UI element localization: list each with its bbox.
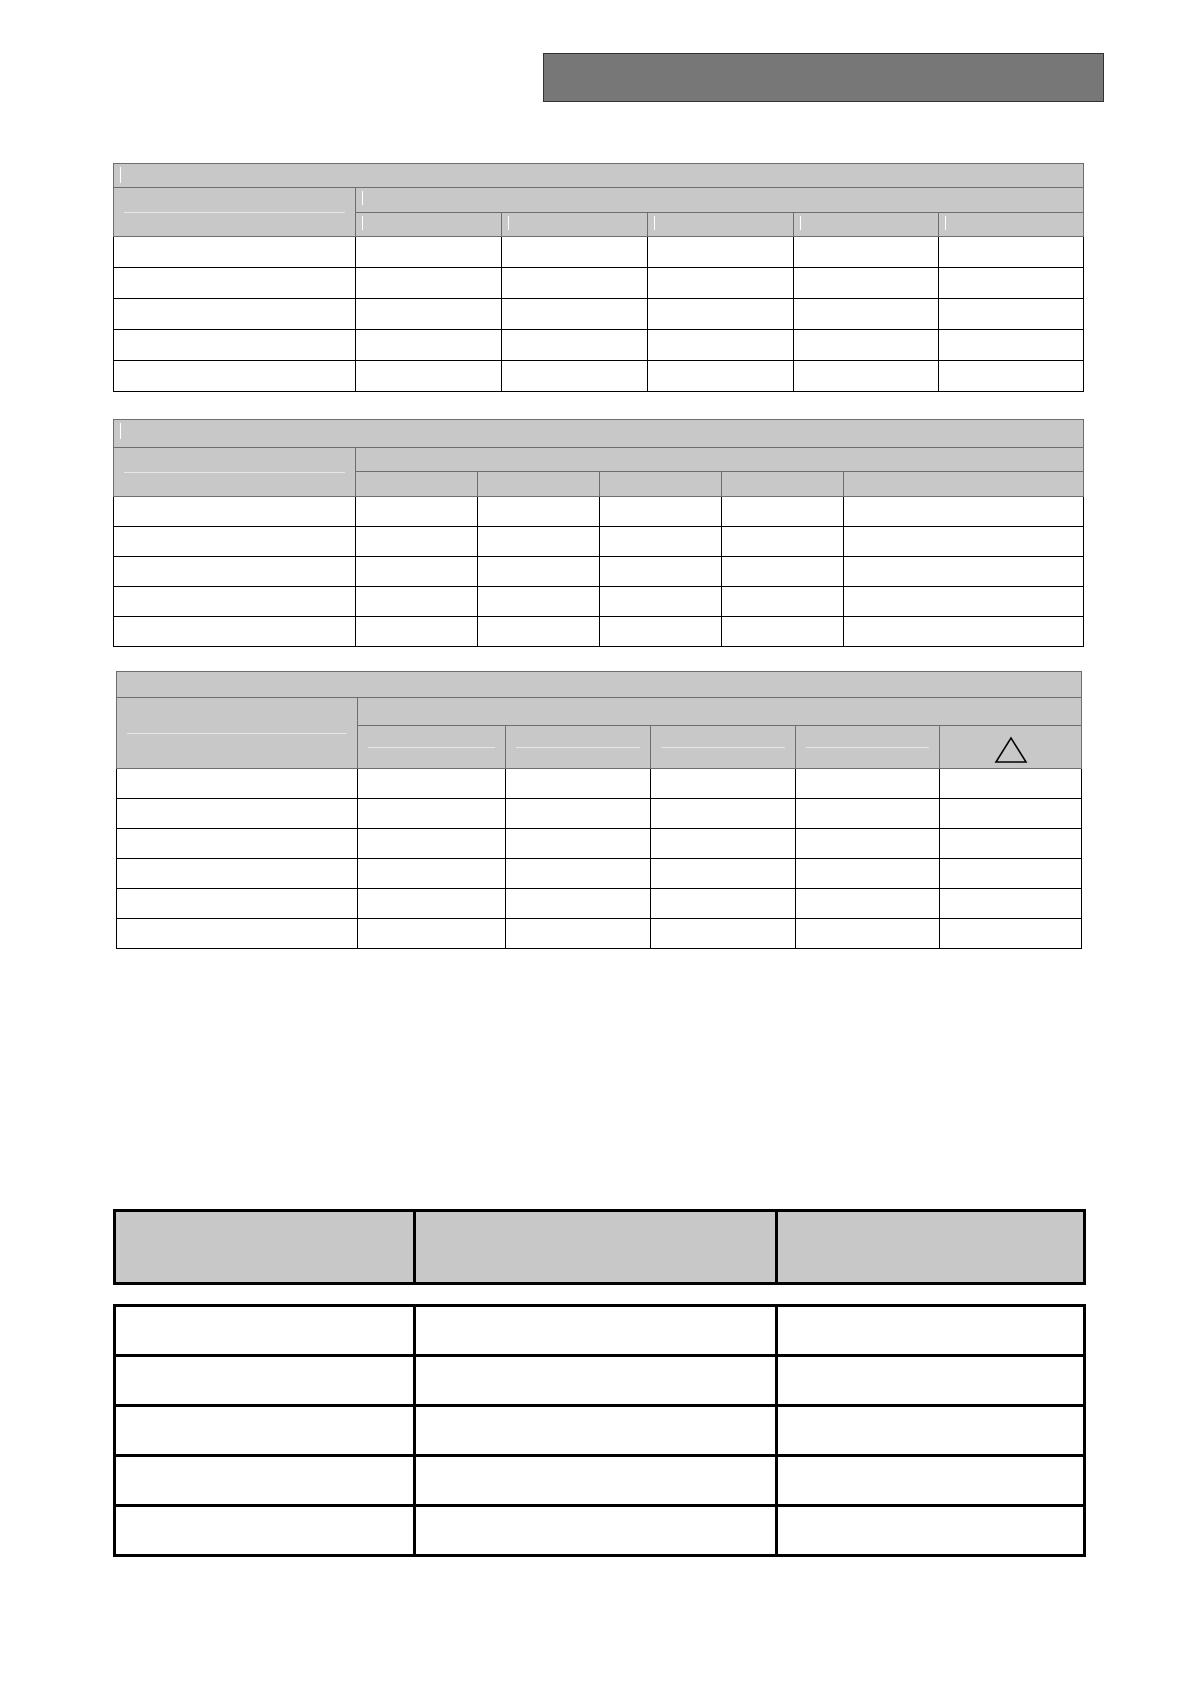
table-cell xyxy=(648,299,794,330)
table-cell xyxy=(506,889,651,919)
table-cell xyxy=(940,769,1082,799)
table-cell xyxy=(648,330,794,361)
table-cell xyxy=(600,617,722,647)
table-cell xyxy=(358,889,506,919)
table-cell xyxy=(117,919,358,949)
table-cell xyxy=(651,859,796,889)
table-row xyxy=(114,237,1084,268)
table-cell xyxy=(796,889,940,919)
table-cell xyxy=(939,330,1084,361)
table-row xyxy=(117,769,1082,799)
table-cell xyxy=(777,1306,1085,1356)
table-cell xyxy=(356,557,478,587)
table-cell xyxy=(115,1456,415,1506)
table-cell xyxy=(648,361,794,392)
table-cell xyxy=(358,829,506,859)
spec-table-2 xyxy=(113,419,1084,647)
table-cell xyxy=(358,799,506,829)
table-cell xyxy=(502,299,648,330)
column-header xyxy=(600,472,722,497)
table-cell xyxy=(415,1506,777,1556)
table-cell xyxy=(117,889,358,919)
column-header xyxy=(478,472,600,497)
summary-header-cell xyxy=(115,1211,415,1284)
column-header xyxy=(356,213,502,237)
table-cell xyxy=(502,361,648,392)
table-row xyxy=(115,1456,1085,1506)
header-bar xyxy=(543,53,1104,102)
table-cell xyxy=(115,1506,415,1556)
table-cell xyxy=(940,919,1082,949)
table-row xyxy=(114,617,1084,647)
table-cell xyxy=(114,587,356,617)
table-cell xyxy=(117,829,358,859)
table-cell xyxy=(722,527,844,557)
table-cell xyxy=(651,769,796,799)
table-cell xyxy=(940,799,1082,829)
table-cell xyxy=(478,587,600,617)
table-cell xyxy=(114,557,356,587)
table-cell xyxy=(796,919,940,949)
table-cell xyxy=(651,889,796,919)
table-row xyxy=(114,268,1084,299)
table-cell xyxy=(415,1456,777,1506)
table-cell xyxy=(506,769,651,799)
table-cell xyxy=(794,299,939,330)
row-header-label xyxy=(114,188,356,237)
table-title xyxy=(114,164,1084,188)
column-group-label xyxy=(356,448,1084,472)
column-header xyxy=(648,213,794,237)
table-cell xyxy=(478,557,600,587)
table-cell xyxy=(648,268,794,299)
row-header-label xyxy=(117,698,358,769)
table-title xyxy=(117,672,1082,698)
table-cell xyxy=(939,299,1084,330)
table-cell xyxy=(722,617,844,647)
table-cell xyxy=(356,527,478,557)
table-cell xyxy=(356,617,478,647)
table-cell xyxy=(114,330,356,361)
table-cell xyxy=(114,268,356,299)
table-cell xyxy=(114,497,356,527)
column-header-warning xyxy=(940,726,1082,769)
table-cell xyxy=(796,769,940,799)
table-cell xyxy=(506,919,651,949)
table-row xyxy=(117,859,1082,889)
table-cell xyxy=(777,1506,1085,1556)
table-row xyxy=(115,1356,1085,1406)
table-row xyxy=(117,799,1082,829)
table-row xyxy=(114,497,1084,527)
table-cell xyxy=(722,557,844,587)
table-cell xyxy=(415,1306,777,1356)
table-cell xyxy=(600,557,722,587)
table-cell xyxy=(940,829,1082,859)
table-cell xyxy=(356,237,502,268)
table-row xyxy=(117,889,1082,919)
table-cell xyxy=(844,497,1084,527)
table-cell xyxy=(844,617,1084,647)
table-cell xyxy=(794,330,939,361)
table-cell xyxy=(115,1306,415,1356)
column-header xyxy=(358,726,506,769)
table-cell xyxy=(478,527,600,557)
table-cell xyxy=(358,919,506,949)
table-cell xyxy=(114,299,356,330)
table-cell xyxy=(115,1406,415,1456)
table-cell xyxy=(114,617,356,647)
table-cell xyxy=(651,829,796,859)
table-cell xyxy=(506,799,651,829)
table-cell xyxy=(796,859,940,889)
table-cell xyxy=(358,769,506,799)
table-cell xyxy=(794,361,939,392)
table-cell xyxy=(796,799,940,829)
table-cell xyxy=(356,497,478,527)
table-cell xyxy=(777,1356,1085,1406)
summary-table-body xyxy=(113,1304,1086,1557)
spec-table-3 xyxy=(116,671,1082,949)
table-cell xyxy=(844,587,1084,617)
table-cell xyxy=(600,587,722,617)
summary-header-cell xyxy=(777,1211,1085,1284)
table-cell xyxy=(794,268,939,299)
column-header xyxy=(939,213,1084,237)
table-cell xyxy=(478,497,600,527)
table-cell xyxy=(502,330,648,361)
table-cell xyxy=(117,799,358,829)
table-cell xyxy=(506,859,651,889)
column-header xyxy=(794,213,939,237)
table-row xyxy=(114,527,1084,557)
table-cell xyxy=(502,237,648,268)
table-cell xyxy=(114,527,356,557)
table-cell xyxy=(356,587,478,617)
table-cell xyxy=(356,299,502,330)
table-row xyxy=(117,919,1082,949)
column-group-label xyxy=(358,698,1082,726)
table-row xyxy=(114,361,1084,392)
table-cell xyxy=(356,268,502,299)
table-cell xyxy=(358,859,506,889)
spec-table-1 xyxy=(113,163,1084,392)
column-header xyxy=(844,472,1084,497)
table-cell xyxy=(651,799,796,829)
table-cell xyxy=(796,829,940,859)
table-cell xyxy=(777,1406,1085,1456)
table-cell xyxy=(794,237,939,268)
row-header-label xyxy=(114,448,356,497)
table-cell xyxy=(939,237,1084,268)
table-cell xyxy=(722,587,844,617)
table-cell xyxy=(114,237,356,268)
table-row xyxy=(117,829,1082,859)
summary-header-cell xyxy=(415,1211,777,1284)
table-cell xyxy=(114,361,356,392)
column-header xyxy=(502,213,648,237)
table-row xyxy=(114,587,1084,617)
table-cell xyxy=(939,361,1084,392)
table-cell xyxy=(600,497,722,527)
table-cell xyxy=(940,889,1082,919)
table-row xyxy=(115,1406,1085,1456)
table-cell xyxy=(940,859,1082,889)
column-group-label xyxy=(356,188,1084,213)
warning-triangle-icon xyxy=(994,736,1028,764)
column-header xyxy=(796,726,940,769)
table-cell xyxy=(478,617,600,647)
column-header xyxy=(722,472,844,497)
table-cell xyxy=(117,769,358,799)
table-row xyxy=(114,330,1084,361)
table-cell xyxy=(502,268,648,299)
column-header xyxy=(506,726,651,769)
table-cell xyxy=(506,829,651,859)
table-cell xyxy=(939,268,1084,299)
table-cell xyxy=(777,1456,1085,1506)
table-cell xyxy=(844,527,1084,557)
table-cell xyxy=(651,919,796,949)
table-cell xyxy=(844,557,1084,587)
summary-table-header xyxy=(113,1209,1086,1285)
table-row xyxy=(115,1306,1085,1356)
table-row xyxy=(114,557,1084,587)
table-cell xyxy=(415,1406,777,1456)
column-header xyxy=(356,472,478,497)
table-cell xyxy=(356,361,502,392)
table-cell xyxy=(648,237,794,268)
table-cell xyxy=(356,330,502,361)
table-cell xyxy=(415,1356,777,1406)
table-cell xyxy=(115,1356,415,1406)
table-title xyxy=(114,420,1084,448)
table-cell xyxy=(117,859,358,889)
table-row xyxy=(115,1506,1085,1556)
column-header xyxy=(651,726,796,769)
table-cell xyxy=(722,497,844,527)
table-cell xyxy=(600,527,722,557)
table-row xyxy=(114,299,1084,330)
